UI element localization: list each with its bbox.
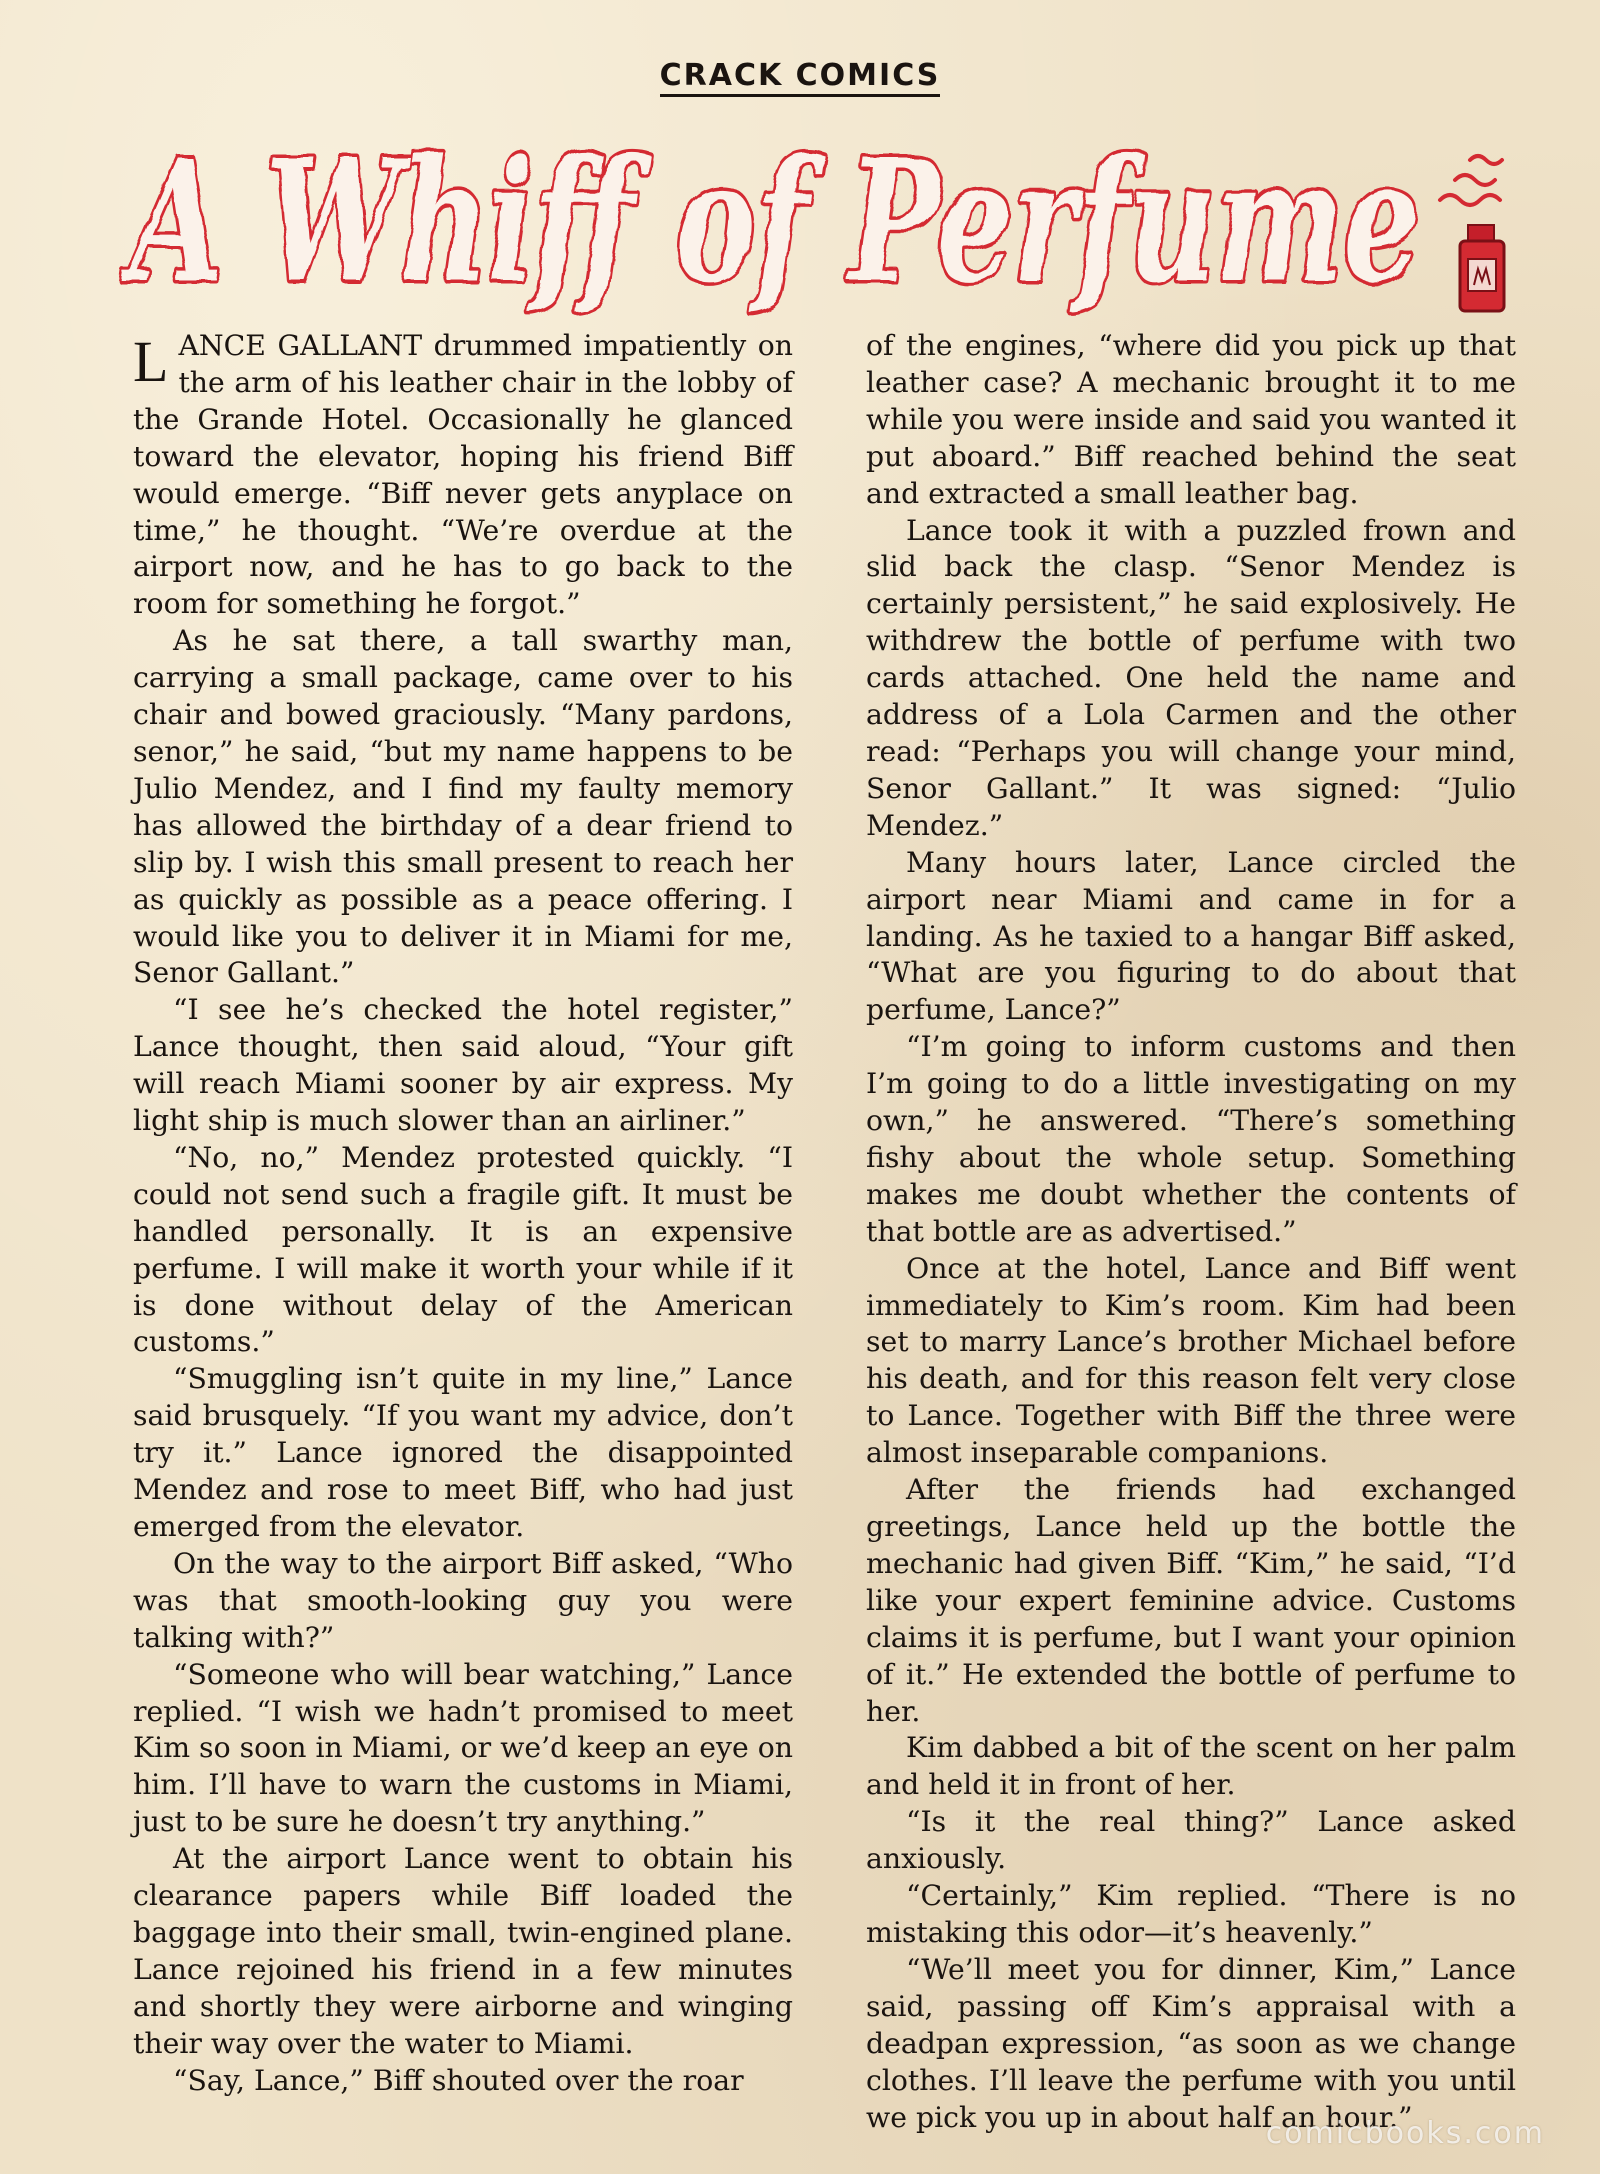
paragraph: As he sat there, a tall swarthy man, carrying a small package, came over to his chair and bowed graciously. “Many pardons, senor,” he said, “but my name happens to be Julio Mendez, and I find my faulty memory has allowed the birthday of a dear friend to slip by. I wish this small present to reach her as quickly as possible as a peace offering. I would like you to deliver it in Miami for me, Senor Gallant.” (133, 624, 793, 990)
drop-cap: L (133, 329, 169, 394)
paragraph: “Say, Lance,” Biff shouted over the roar (173, 2063, 744, 2097)
paragraph: At the airport Lance went to obtain his clearance papers while Biff loaded the baggage into their small, twin-engined plane. Lance rejoined his friend in a few minutes and shortly they were airborne and winging their way over the water to Miami. (133, 1842, 793, 2060)
paragraph: “Is it the real thing?” Lance asked anxiously. (866, 1805, 1516, 1876)
scent-wisps-icon (1440, 156, 1502, 205)
paragraph: “Smuggling isn’t quite in my line,” Lance said brusquely. “If you want my advice, don’t try it.” Lance ignored the disappointed Mendez and rose to meet Biff, who had just emerged from the elevator. (133, 1362, 793, 1543)
story-column-left (133, 328, 793, 2100)
story-title-art (110, 105, 1550, 320)
story-column-right (866, 328, 1516, 2136)
paragraph: Lance took it with a puzzled frown and slid back the clasp. “Senor Mendez is certainly persistent,” he said explosively. He withdrew the bottle of perfume with two cards attached. One held the name and address of a Lola Carmen and the other read: “Perhaps you will change your mind, Senor Gallant.” It was signed: “Julio Mendez.” (866, 513, 1516, 842)
story-title-banner (110, 105, 1550, 320)
paragraph: Once at the hotel, Lance and Biff went immediately to Kim’s room. Kim had been set to marry Lance’s brother Michael before his death, and for this reason felt very close to Lance. Together with Biff the three were almost inseparable companions. (866, 1251, 1516, 1470)
magazine-title: CRACK COMICS (660, 58, 941, 97)
paragraph: On the way to the airport Biff asked, “Who was that smooth-looking guy you were talking with?” (133, 1546, 793, 1654)
paragraph: “Certainly,” Kim replied. “There is no mistaking this odor—it’s heavenly.” (866, 1879, 1516, 1949)
story-title: A Whiff of Perfume (119, 122, 1420, 320)
paragraph: LANCE GALLANT drummed impatiently on the arm of his leather chair in the lobby of the Grande Hotel. Occasionally he glanced toward the elevator, hoping his friend Biff would emerge. “Biff never gets anyplace on time,” he thought. “We’re overdue at the airport now, and he has to go back to the room for something he forgot.” (133, 329, 793, 621)
paragraph: “I see he’s checked the hotel register,” Lance thought, then said aloud, “Your gift will reach Miami sooner by air express. My light ship is much slower than an airliner.” (133, 993, 793, 1138)
paragraph: “I’m going to inform customs and then I’m going to do a little investigating on my own,” he answered. “There’s something fishy about the whole setup. Something makes me doubt whether the contents of that bottle are as advertised.” (866, 1030, 1516, 1248)
paragraph: Kim dabbed a bit of the scent on her palm and held it in front of her. (866, 1731, 1516, 1802)
paragraph: of the engines, “where did you pick up that leather case? A mechanic brought it to me while you were inside and said you wanted it put aboard.” Biff reached behind the seat and extracted a small leather bag. (866, 329, 1516, 510)
watermark: comicbooks.com (1265, 2116, 1545, 2151)
paragraph: After the friends had exchanged greetings, Lance held up the bottle the mechanic had given Biff. “Kim,” he said, “I’d like your expert feminine advice. Customs claims it is perfume, but I want your opinion of it.” He extended the bottle of perfume to her. (866, 1473, 1516, 1728)
paragraph: “Someone who will bear watching,” Lance replied. “I wish we hadn’t promised to meet Kim so soon in Miami, or we’d keep an eye on him. I’ll have to warn the customs in Miami, just to be sure he doesn’t try anything.” (133, 1657, 793, 1839)
perfume-bottle-icon (1460, 225, 1504, 311)
paragraph: Many hours later, Lance circled the airport near Miami and came in for a landing. As he taxied to a hangar Biff asked, “What are you figuring to do about that perfume, Lance?” (866, 845, 1516, 1027)
page-header (0, 58, 1600, 93)
paragraph: “We’ll meet you for dinner, Kim,” Lance said, passing off Kim’s appraisal with a deadpan expression, “as soon as we change clothes. I’ll leave the perfume with you until we pick you up in about half an hour.” (866, 1952, 1516, 2134)
paragraph: “No, no,” Mendez protested quickly. “I could not send such a fragile gift. It must be handled personally. It is an expensive perfume. I will make it worth your while if it is done without delay of the American customs.” (133, 1140, 793, 1359)
